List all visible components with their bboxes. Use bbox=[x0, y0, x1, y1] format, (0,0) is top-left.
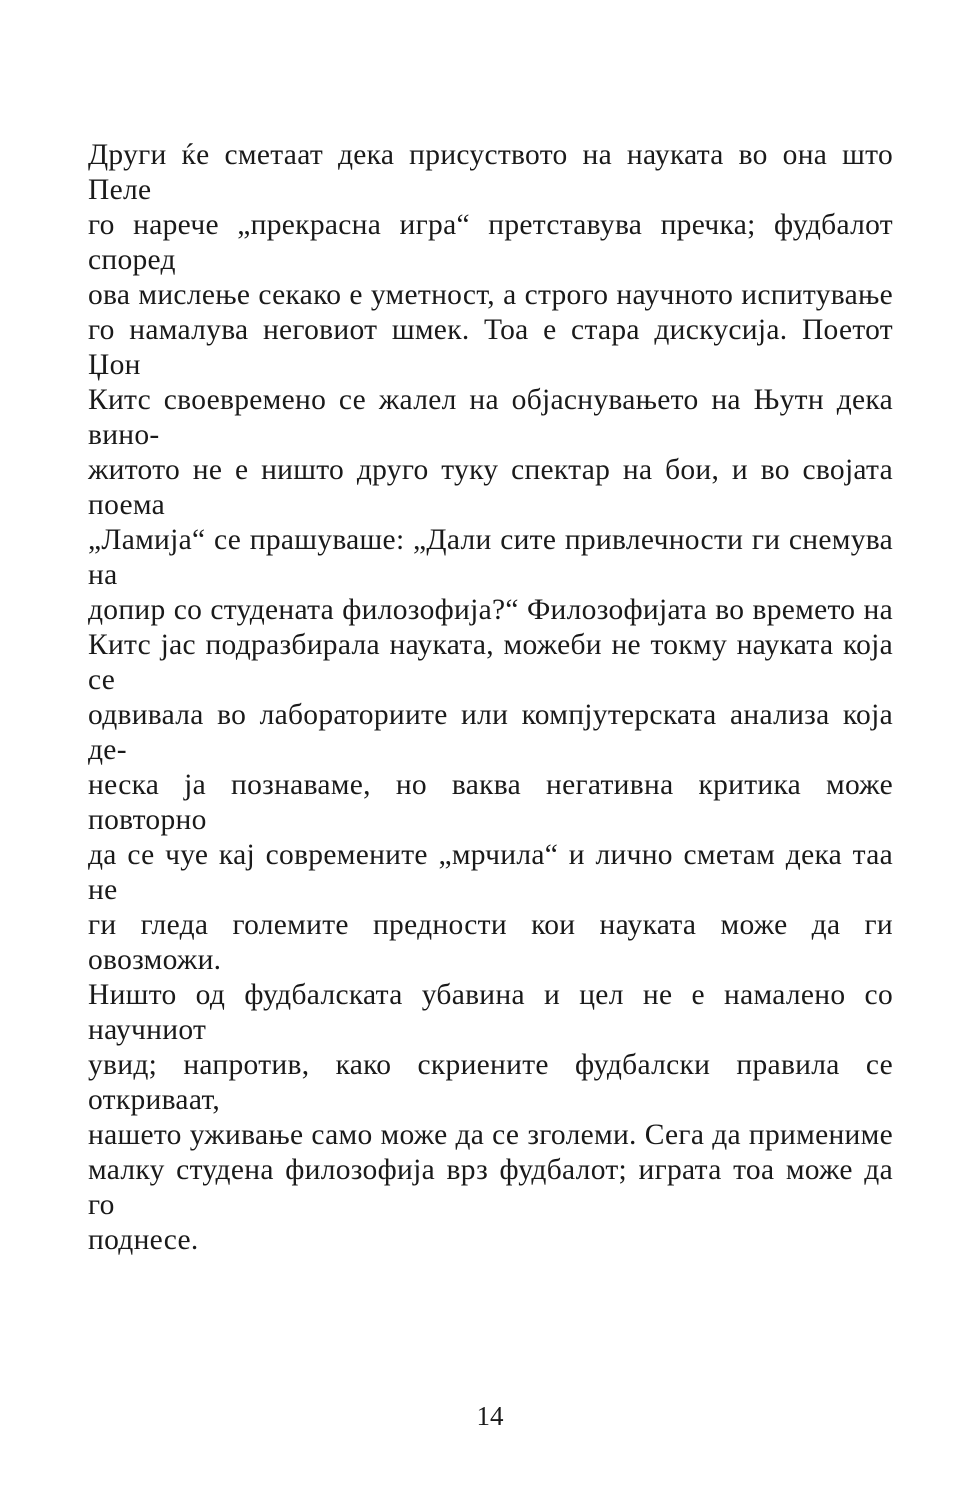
text-line: ова мислење секако е уметност, а строго научното испитување bbox=[88, 279, 893, 311]
text-line: Ништо од фудбалската убавина и цел не е намалено со научниот bbox=[88, 979, 901, 1046]
text-line: „Ламија“ се прашуваше: „Дали сите привлечности ги снемува на bbox=[88, 524, 901, 591]
text-line: Китс своевремено се жалел на објаснувањето на Њутн дека вино- bbox=[88, 384, 901, 451]
text-line: го намалува неговиот шмек. Тоа е стара дискусија. Поетот Џон bbox=[88, 314, 901, 381]
text-line: житото не е ништо друго туку спектар на бои, и во својата поема bbox=[88, 454, 901, 521]
text-line: неска ја познаваме, но ваква негативна критика може повторно bbox=[88, 769, 901, 836]
text-line: поднесе. bbox=[88, 1224, 199, 1256]
text-line: Други ќе сметаат дека присуството на науката во она што Пеле bbox=[88, 139, 901, 206]
text-line: малку студена филозофија врз фудбалот; играта тоа може да го bbox=[88, 1154, 901, 1221]
page-number: 14 bbox=[476, 1401, 504, 1431]
text-line: ги гледа големите предности кои науката може да ги овозможи. bbox=[88, 909, 901, 976]
text-line: да се чуе кај современите „мрчила“ и лично сметам дека таа не bbox=[88, 839, 901, 906]
paragraph bbox=[88, 138, 901, 1258]
text-line: Китс јас подразбирала науката, можеби не токму науката која се bbox=[88, 629, 901, 696]
body-text-block bbox=[88, 138, 901, 1258]
text-line: нашето уживање само може да се зголеми. Сега да примениме bbox=[88, 1119, 893, 1151]
text-line: допир со студената филозофија?“ Филозофијата во времето на bbox=[88, 594, 893, 626]
text-line: одвивала во лабораториите или компјутерската анализа која де- bbox=[88, 699, 901, 766]
text-line: увид; напротив, како скриените фудбалски правила се откриваат, bbox=[88, 1049, 901, 1116]
text-line: го нарече „прекрасна игра“ претставува пречка; фудбалот според bbox=[88, 209, 901, 276]
